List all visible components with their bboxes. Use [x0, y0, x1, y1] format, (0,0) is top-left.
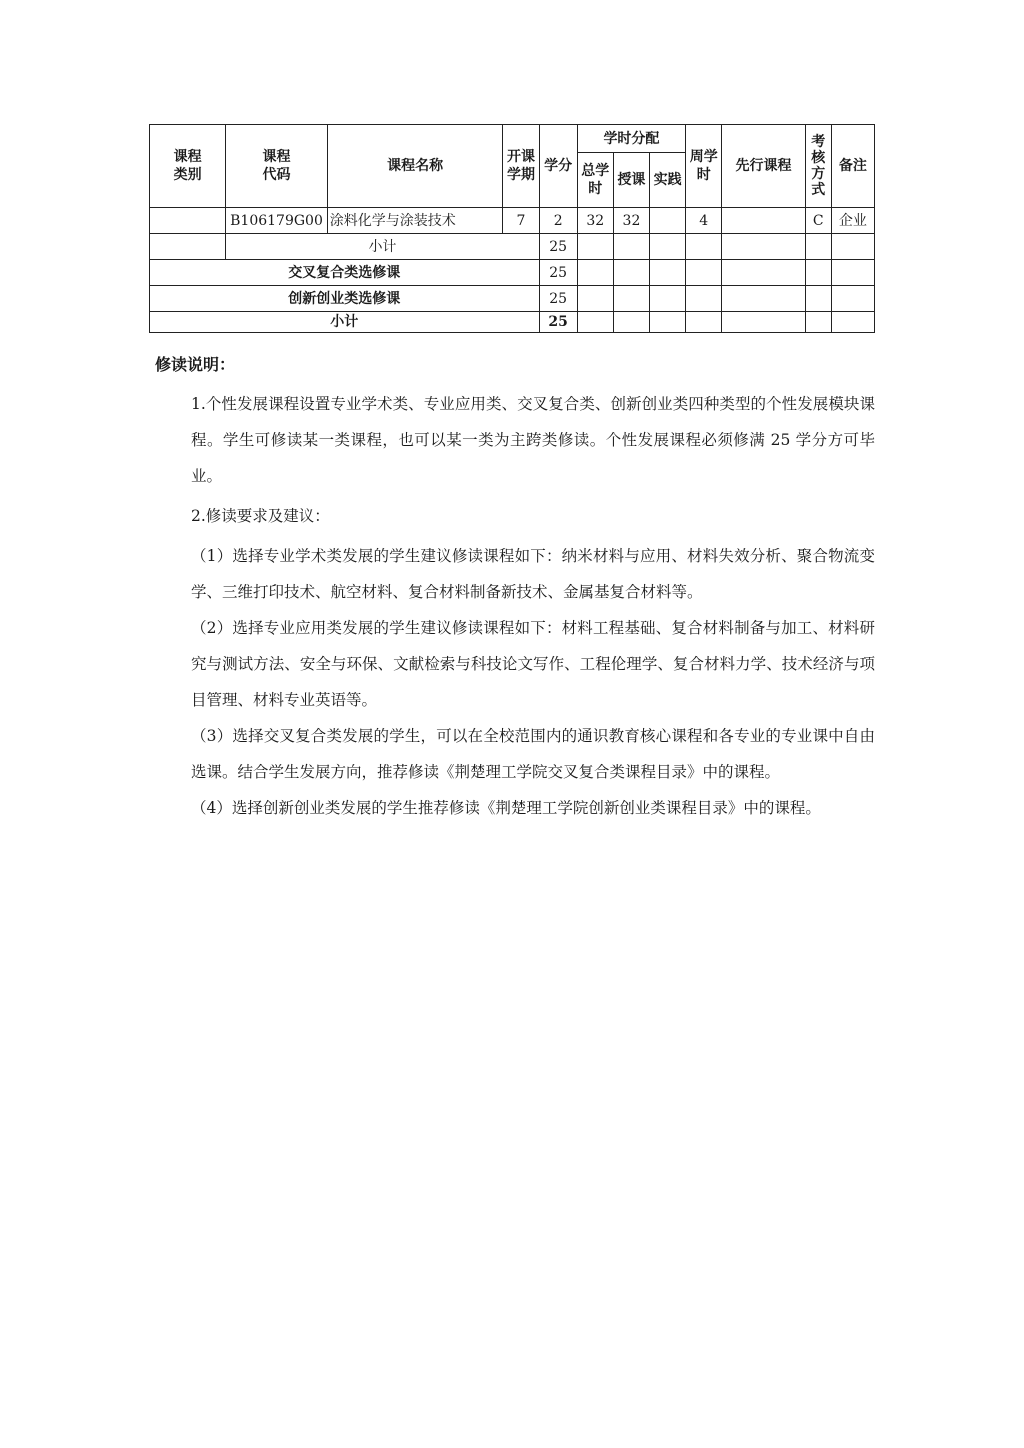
header-prereq: 先行课程	[722, 125, 805, 208]
innovation-elective-label: 创新创业类选修课	[150, 286, 540, 312]
cross-elective-label: 交叉复合类选修课	[150, 260, 540, 286]
total-credit: 25	[539, 312, 577, 333]
header-exam: 考 核 方 式	[805, 125, 831, 208]
table-row	[150, 312, 875, 333]
header-category: 课程 类别	[150, 125, 226, 208]
cell-prereq	[722, 208, 805, 234]
header-code: 课程 代码	[226, 125, 327, 208]
table-row	[150, 286, 875, 312]
notes-title: 修读说明：	[155, 355, 236, 374]
cell-name: 涂料化学与涂装技术	[327, 208, 503, 234]
header-remark: 备注	[831, 125, 874, 208]
cell-semester: 7	[503, 208, 539, 234]
cell-category-continued	[150, 234, 226, 260]
table-row	[150, 208, 875, 234]
cell-lecture: 32	[613, 208, 649, 234]
cell-category	[150, 208, 226, 234]
table-header-row	[150, 125, 875, 153]
cell-code: B106179G00	[226, 208, 327, 234]
total-label: 小计	[150, 312, 540, 333]
header-name: 课程名称	[327, 125, 503, 208]
table-row	[150, 260, 875, 286]
header-practice: 实践	[650, 153, 686, 208]
subtotal-label: 小计	[226, 234, 539, 260]
cell-weekly: 4	[686, 208, 722, 234]
notes-paragraph-1: 1.个性发展课程设置专业学术类、专业应用类、交叉复合类、创新创业类四种类型的个性发展模块课程。学生可修读某一类课程，也可以某一类为主跨类修读。个性发展课程必须修满 25 学分方可毕业。	[191, 395, 875, 485]
cell-exam: C	[805, 208, 831, 234]
header-total-hours: 总学 时	[577, 153, 613, 208]
subtotal-credit: 25	[539, 234, 577, 260]
notes-item-4: （4）选择创新创业类发展的学生推荐修读《荆楚理工学院创新创业类课程目录》中的课程。	[191, 799, 821, 817]
notes-item-1: （1）选择专业学术类发展的学生建议修读课程如下：纳米材料与应用、材料失效分析、聚合物流变学、三维打印技术、航空材料、复合材料制备新技术、金属基复合材料等。	[191, 547, 875, 601]
innovation-elective-credit: 25	[539, 286, 577, 312]
cross-elective-credit: 25	[539, 260, 577, 286]
cell-remark: 企业	[831, 208, 874, 234]
notes-paragraph-2: 2.修读要求及建议：	[191, 507, 330, 525]
cell-credit: 2	[539, 208, 577, 234]
course-table	[149, 124, 875, 333]
cell-practice	[650, 208, 686, 234]
header-semester: 开课 学期	[503, 125, 539, 208]
study-notes	[155, 352, 875, 826]
notes-item-3: （3）选择交叉复合类发展的学生，可以在全校范围内的通识教育核心课程和各专业的专业课中自由选课。结合学生发展方向，推荐修读《荆楚理工学院交叉复合类课程目录》中的课程。	[191, 727, 875, 781]
cell-total-hours: 32	[577, 208, 613, 234]
header-lecture: 授课	[613, 153, 649, 208]
header-hours-group: 学时分配	[577, 125, 685, 153]
header-credit: 学分	[539, 125, 577, 208]
header-weekly: 周学 时	[686, 125, 722, 208]
table-row	[150, 234, 875, 260]
notes-item-2: （2）选择专业应用类发展的学生建议修读课程如下：材料工程基础、复合材料制备与加工、材料研究与测试方法、安全与环保、文献检索与科技论文写作、工程伦理学、复合材料力学、技术经济与项目管理、材料专业英语等。	[191, 619, 875, 709]
